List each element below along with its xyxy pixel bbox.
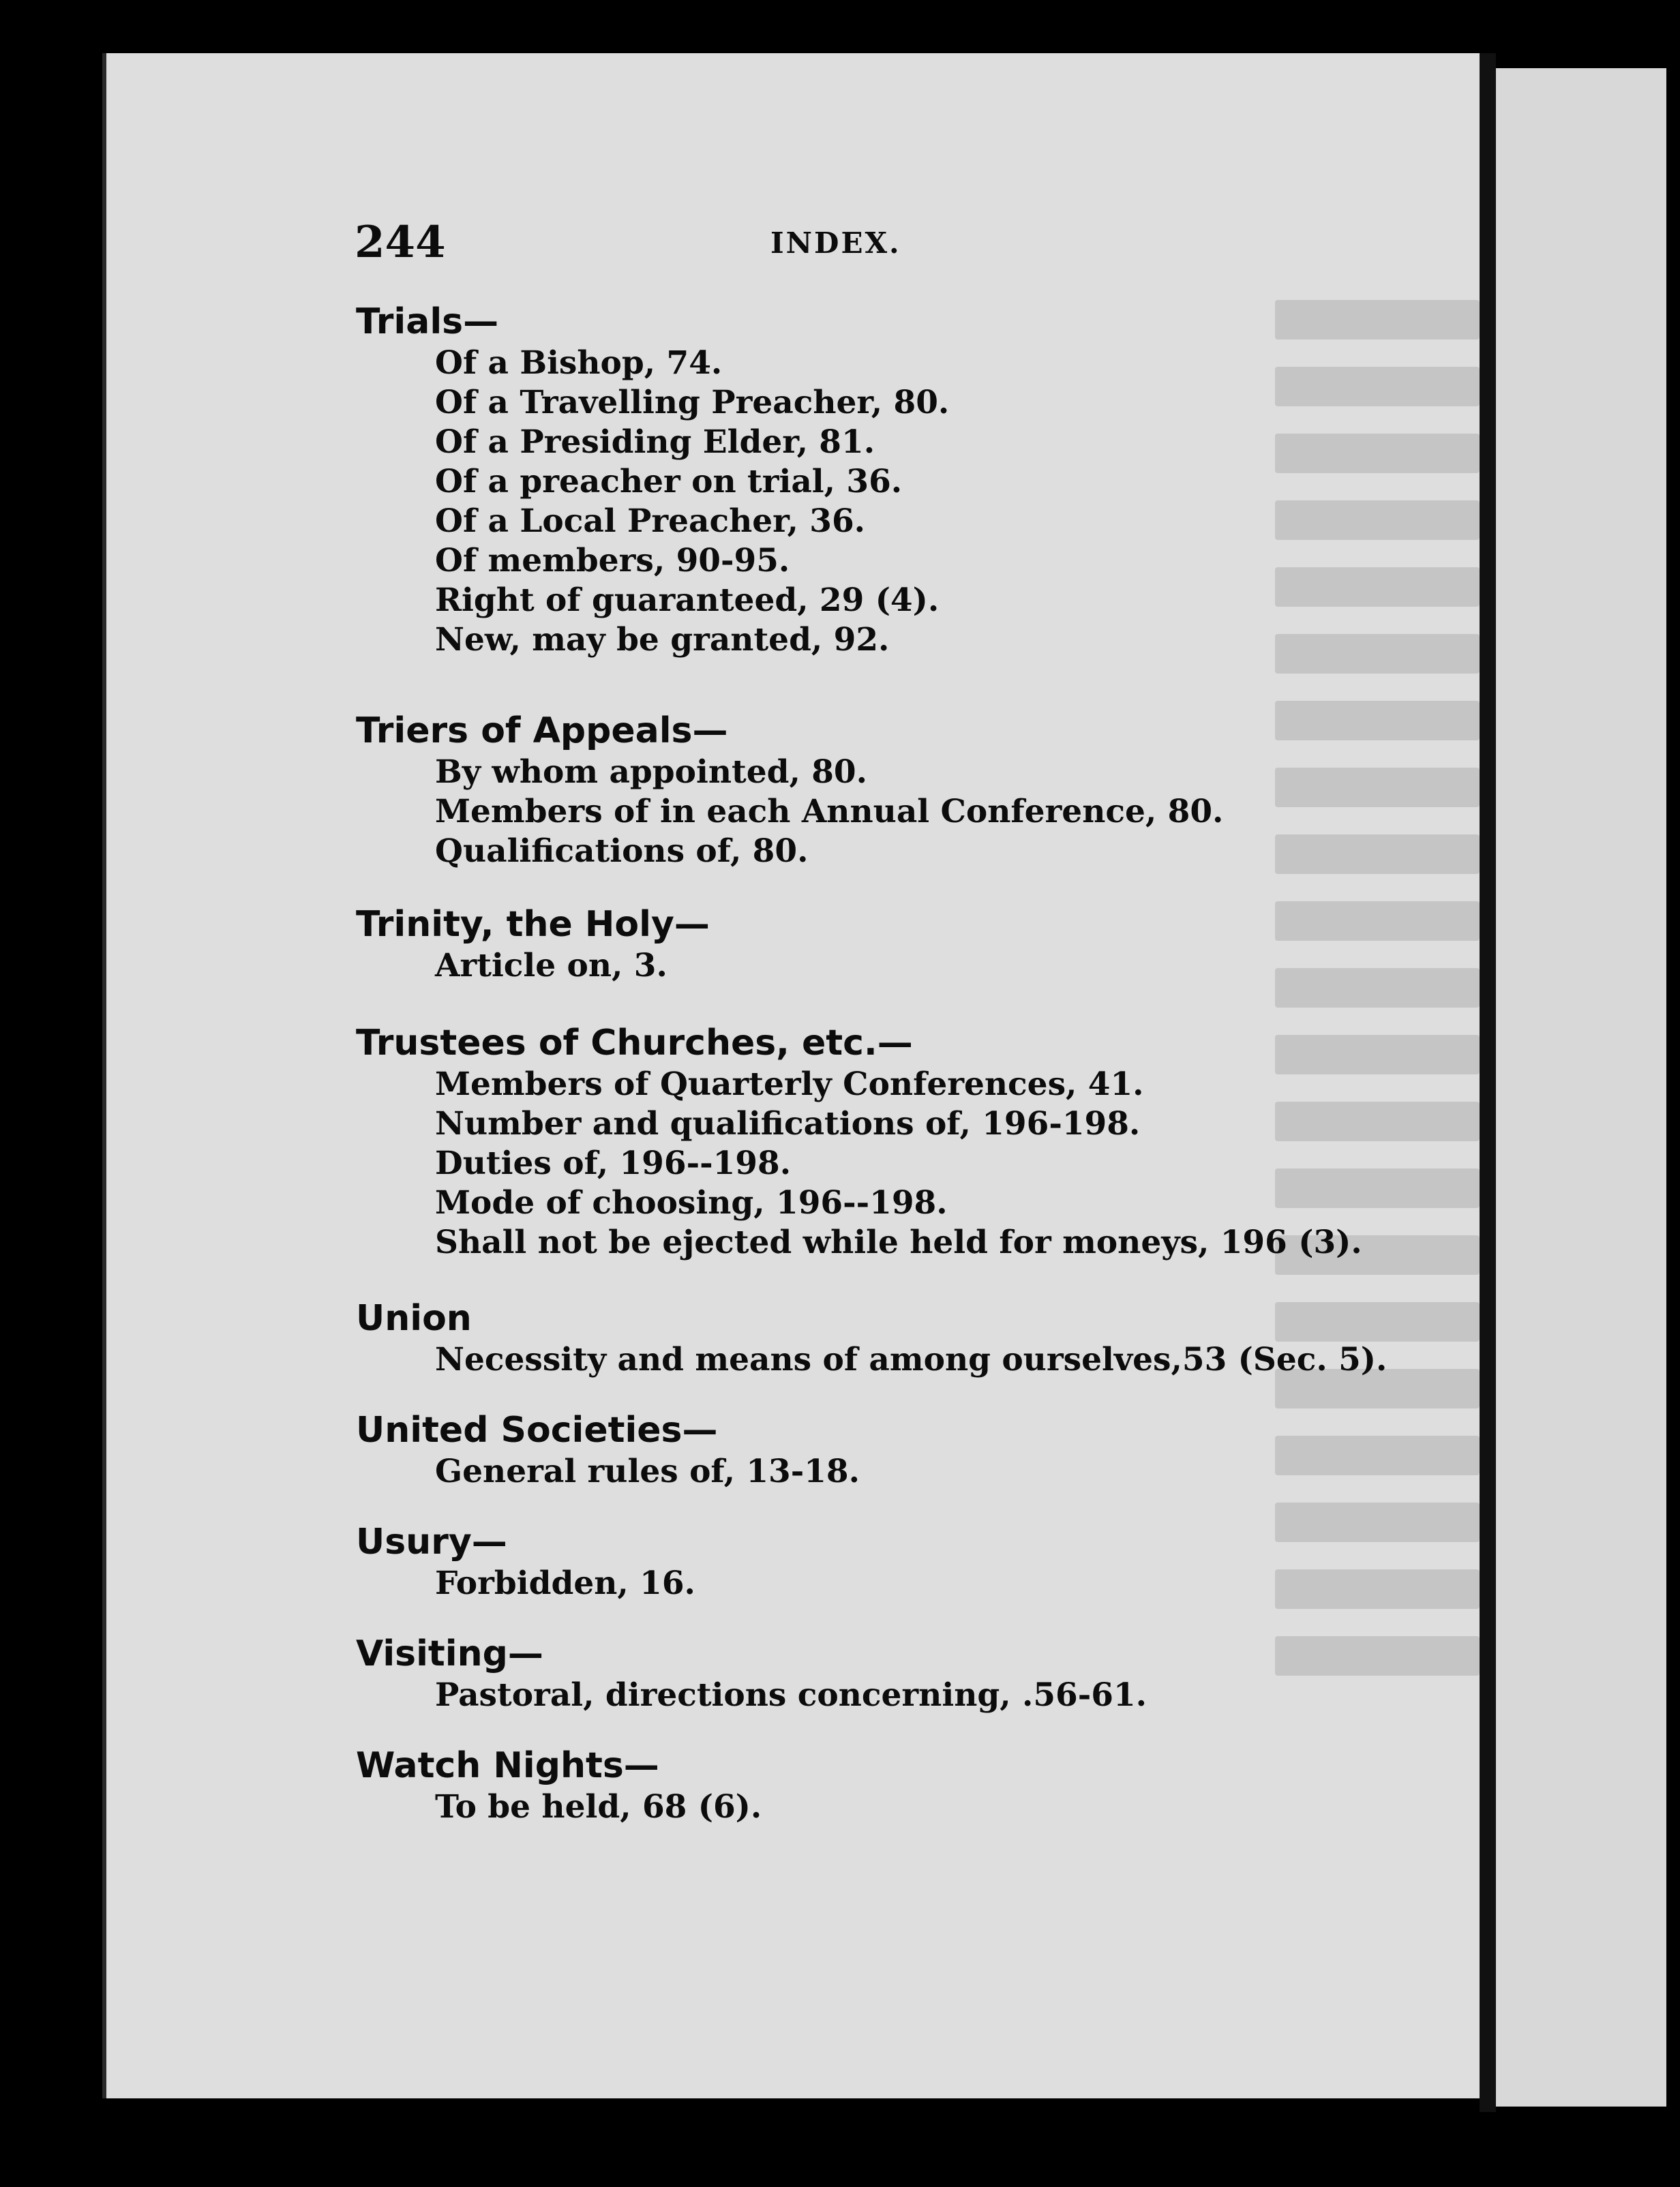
index-entry [356, 1520, 1420, 1603]
subentry: Members of in each Annual Conference, 80. [435, 793, 1224, 830]
subentry: Of a Local Preacher, 36. [435, 502, 866, 540]
subentry-list [356, 344, 1420, 660]
entry-heading: Usury— [356, 1522, 507, 1563]
subentry-list [356, 753, 1420, 871]
page-number: 244 [355, 217, 446, 268]
entry-heading: Trustees of Churches, etc.— [356, 1023, 913, 1064]
index-entry [356, 903, 1420, 986]
subentry: Number and qualifications of, 196-198. [435, 1105, 1141, 1143]
subentry-list [356, 1340, 1420, 1380]
subentry: Necessity and means of among ourselves,53 (Sec. 5). [435, 1341, 1388, 1378]
index-entry [356, 1744, 1420, 1827]
subentry: Members of Quarterly Conferences, 41. [435, 1066, 1144, 1103]
subentry: Right of guaranteed, 29 (4). [435, 582, 940, 619]
subentry-list [356, 1065, 1420, 1263]
subentry: Duties of, 196--198. [435, 1145, 792, 1182]
entry-heading: Trials— [356, 301, 499, 342]
subentry: Of a Travelling Preacher, 80. [435, 384, 950, 421]
subentry-list [356, 946, 1420, 986]
entry-heading: Triers of Appeals— [356, 710, 728, 751]
subentry: By whom appointed, 80. [435, 753, 867, 791]
right-page-edge [1496, 68, 1666, 2107]
subentry: Of a Bishop, 74. [435, 344, 723, 382]
index-entry [356, 1297, 1420, 1380]
subentry: To be held, 68 (6). [435, 1788, 762, 1826]
entry-heading: United Societies— [356, 1410, 718, 1451]
subentry: Of members, 90-95. [435, 542, 790, 579]
entry-heading: Watch Nights— [356, 1745, 659, 1786]
subentry: Mode of choosing, 196--198. [435, 1184, 948, 1222]
entry-heading: Trinity, the Holy— [356, 904, 710, 945]
subentry-list [356, 1564, 1420, 1603]
subentry-list [356, 1452, 1420, 1492]
book-gutter [1480, 53, 1496, 2112]
entry-heading: Union [356, 1298, 472, 1339]
subentry: Of a preacher on trial, 36. [435, 463, 903, 500]
running-head: INDEX. [770, 226, 901, 260]
subentry: General rules of, 13-18. [435, 1453, 860, 1490]
index-entry [356, 300, 1420, 660]
subentry: Article on, 3. [435, 947, 668, 984]
subentry: Shall not be ejected while held for moneys, 196 (3). [435, 1224, 1362, 1261]
page-header [355, 217, 1377, 278]
subentry: Forbidden, 16. [435, 1565, 695, 1602]
subentry: Qualifications of, 80. [435, 832, 809, 870]
index-entry [356, 1408, 1420, 1492]
subentry: Pastoral, directions concerning, .56-61. [435, 1676, 1148, 1714]
subentry: New, may be granted, 92. [435, 621, 890, 659]
subentry-list [356, 1788, 1420, 1827]
index-entry [356, 1021, 1420, 1263]
index-entry [356, 1632, 1420, 1715]
subentry: Of a Presiding Elder, 81. [435, 423, 875, 461]
subentry-list [356, 1676, 1420, 1715]
entry-heading: Visiting— [356, 1633, 543, 1674]
index-entry [356, 709, 1420, 871]
